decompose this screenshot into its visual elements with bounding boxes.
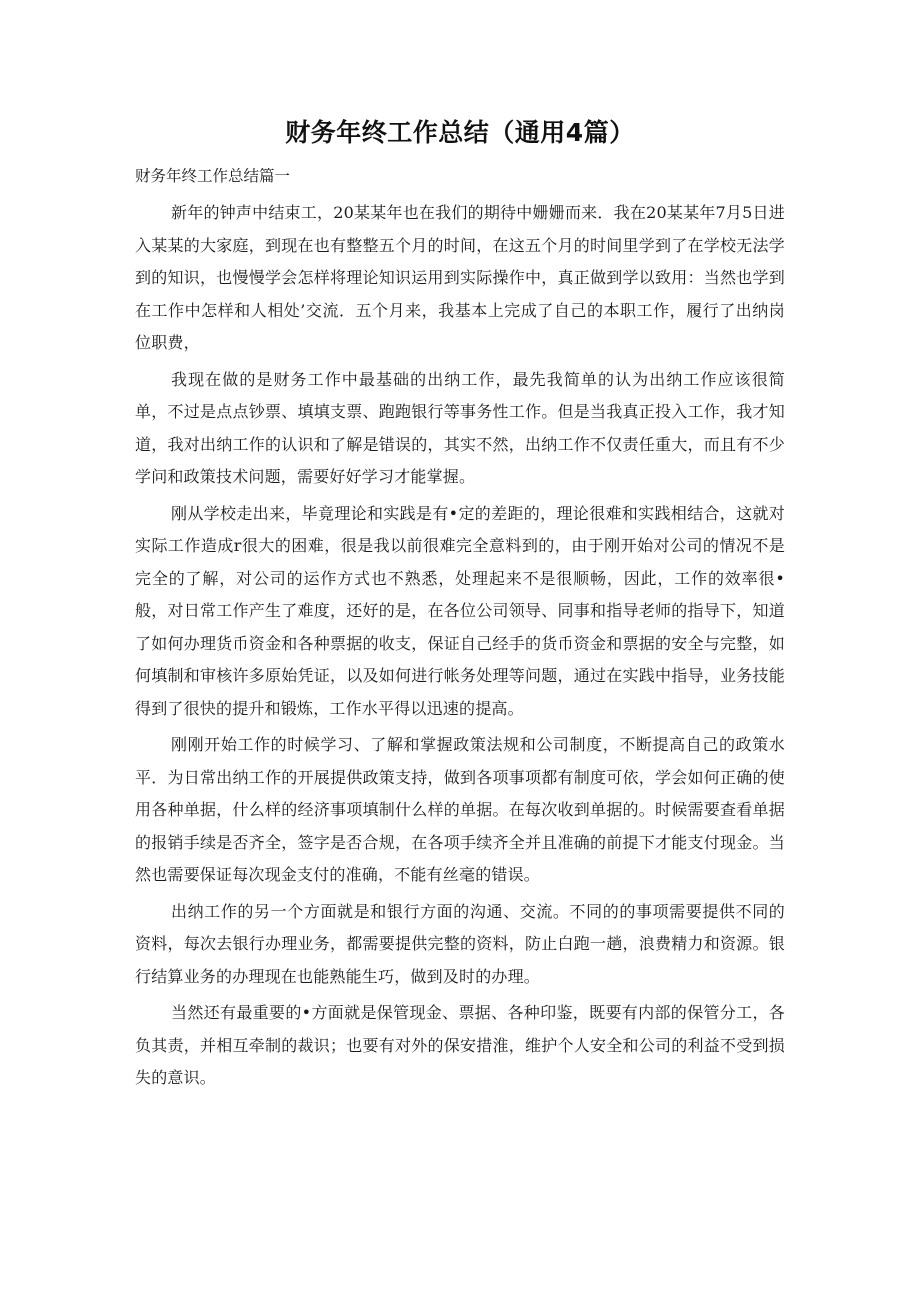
section-heading: 财务年终工作总结篇一	[135, 167, 291, 185]
paragraph: 我现在做的是财务工作中最基础的出纳工作，最先我简单的认为出纳工作应该很简单，不过是点点钞票、填填支票、跑跑银行等事务性工作。但是当我真正投入工作，我才知道，我对出纳工作的认识和了解是错误的，其实不然，出纳工作不仅责任重大，而且有不少学问和政策技术问题，需要好好学习才能掌握。	[135, 369, 785, 486]
paragraph: 当然还有最重要的•方面就是保管现金、票据、各种印鉴，既要有内部的保管分工，各负其责，并相互牵制的裁识；也要有对外的保安措淮，维护个人安全和公司的利益不受到损失的意识。	[135, 1003, 785, 1087]
document-title: 财务年终工作总结（通用4篇）	[285, 118, 635, 147]
paragraph: 出纳工作的另一个方面就是和银行方面的沟通、交流。不同的的事项需要提供不同的资料，每次去银行办理业务，都需要提供完整的资料，防止白跑一趟，浪费精力和资源。银行结算业务的办理现在也能熟能生巧，做到及时的办理。	[135, 901, 785, 986]
paragraph: 刚刚开始工作的时候学习、了解和掌握政策法规和公司制度，不断提高自己的政策水平．为日常出纳工作的开展提供政策支持，做到各项事项都有制度可依，学会如何正确的使用各种单据，什么样的经济事项填制什么样的单据。在每次收到单据的。时候需要查看单据的报销手续是否齐全，签字是否合规，在各项手续齐全并且准确的前提下才能支付现金。当然也需要保证每次现金支付的准确，不能有丝毫的错误。	[135, 735, 785, 884]
document-body	[135, 197, 785, 1099]
paragraph: 刚从学校走出来，毕竟理论和实践是有•定的差距的，理论很难和实践相结合，这就对实际工作造成r很大的困难，很是我以前很难完全意料到的，由于刚开始对公司的情况不是完全的了解，对公司的运作方式也不熟悉，处理起来不是很顺畅，因此，工作的效率很•般，对日常工作产生了难度，还好的是，在各位公司领导、同事和指导老师的指导下，知道了如何办理货币资金和各种票据的收支，保证自己经手的货币资金和票据的安全与完整，如何填制和审核许多原始凭证，以及如何进行帐务处理等问题，通过在实践中指导，业务技能得到了很快的提升和锻炼，工作水平得以迅速的提高。	[135, 503, 785, 718]
paragraph: 新年的钟声中结束工，20某某年也在我们的期待中姗姗而来．我在20某某年7月5日进入某某的大家庭，到现在也有整整五个月的时间，在这五个月的时间里学到了在学校无法学到的知识，也慢慢学会怎样将理论知识运用到实际操作中，真正做到学以致用：当然也学到在工作中怎样和人相处’交流．五个月来，我基本上完成了自己的本职工作，履行了出纳岗位职费，	[135, 203, 785, 352]
